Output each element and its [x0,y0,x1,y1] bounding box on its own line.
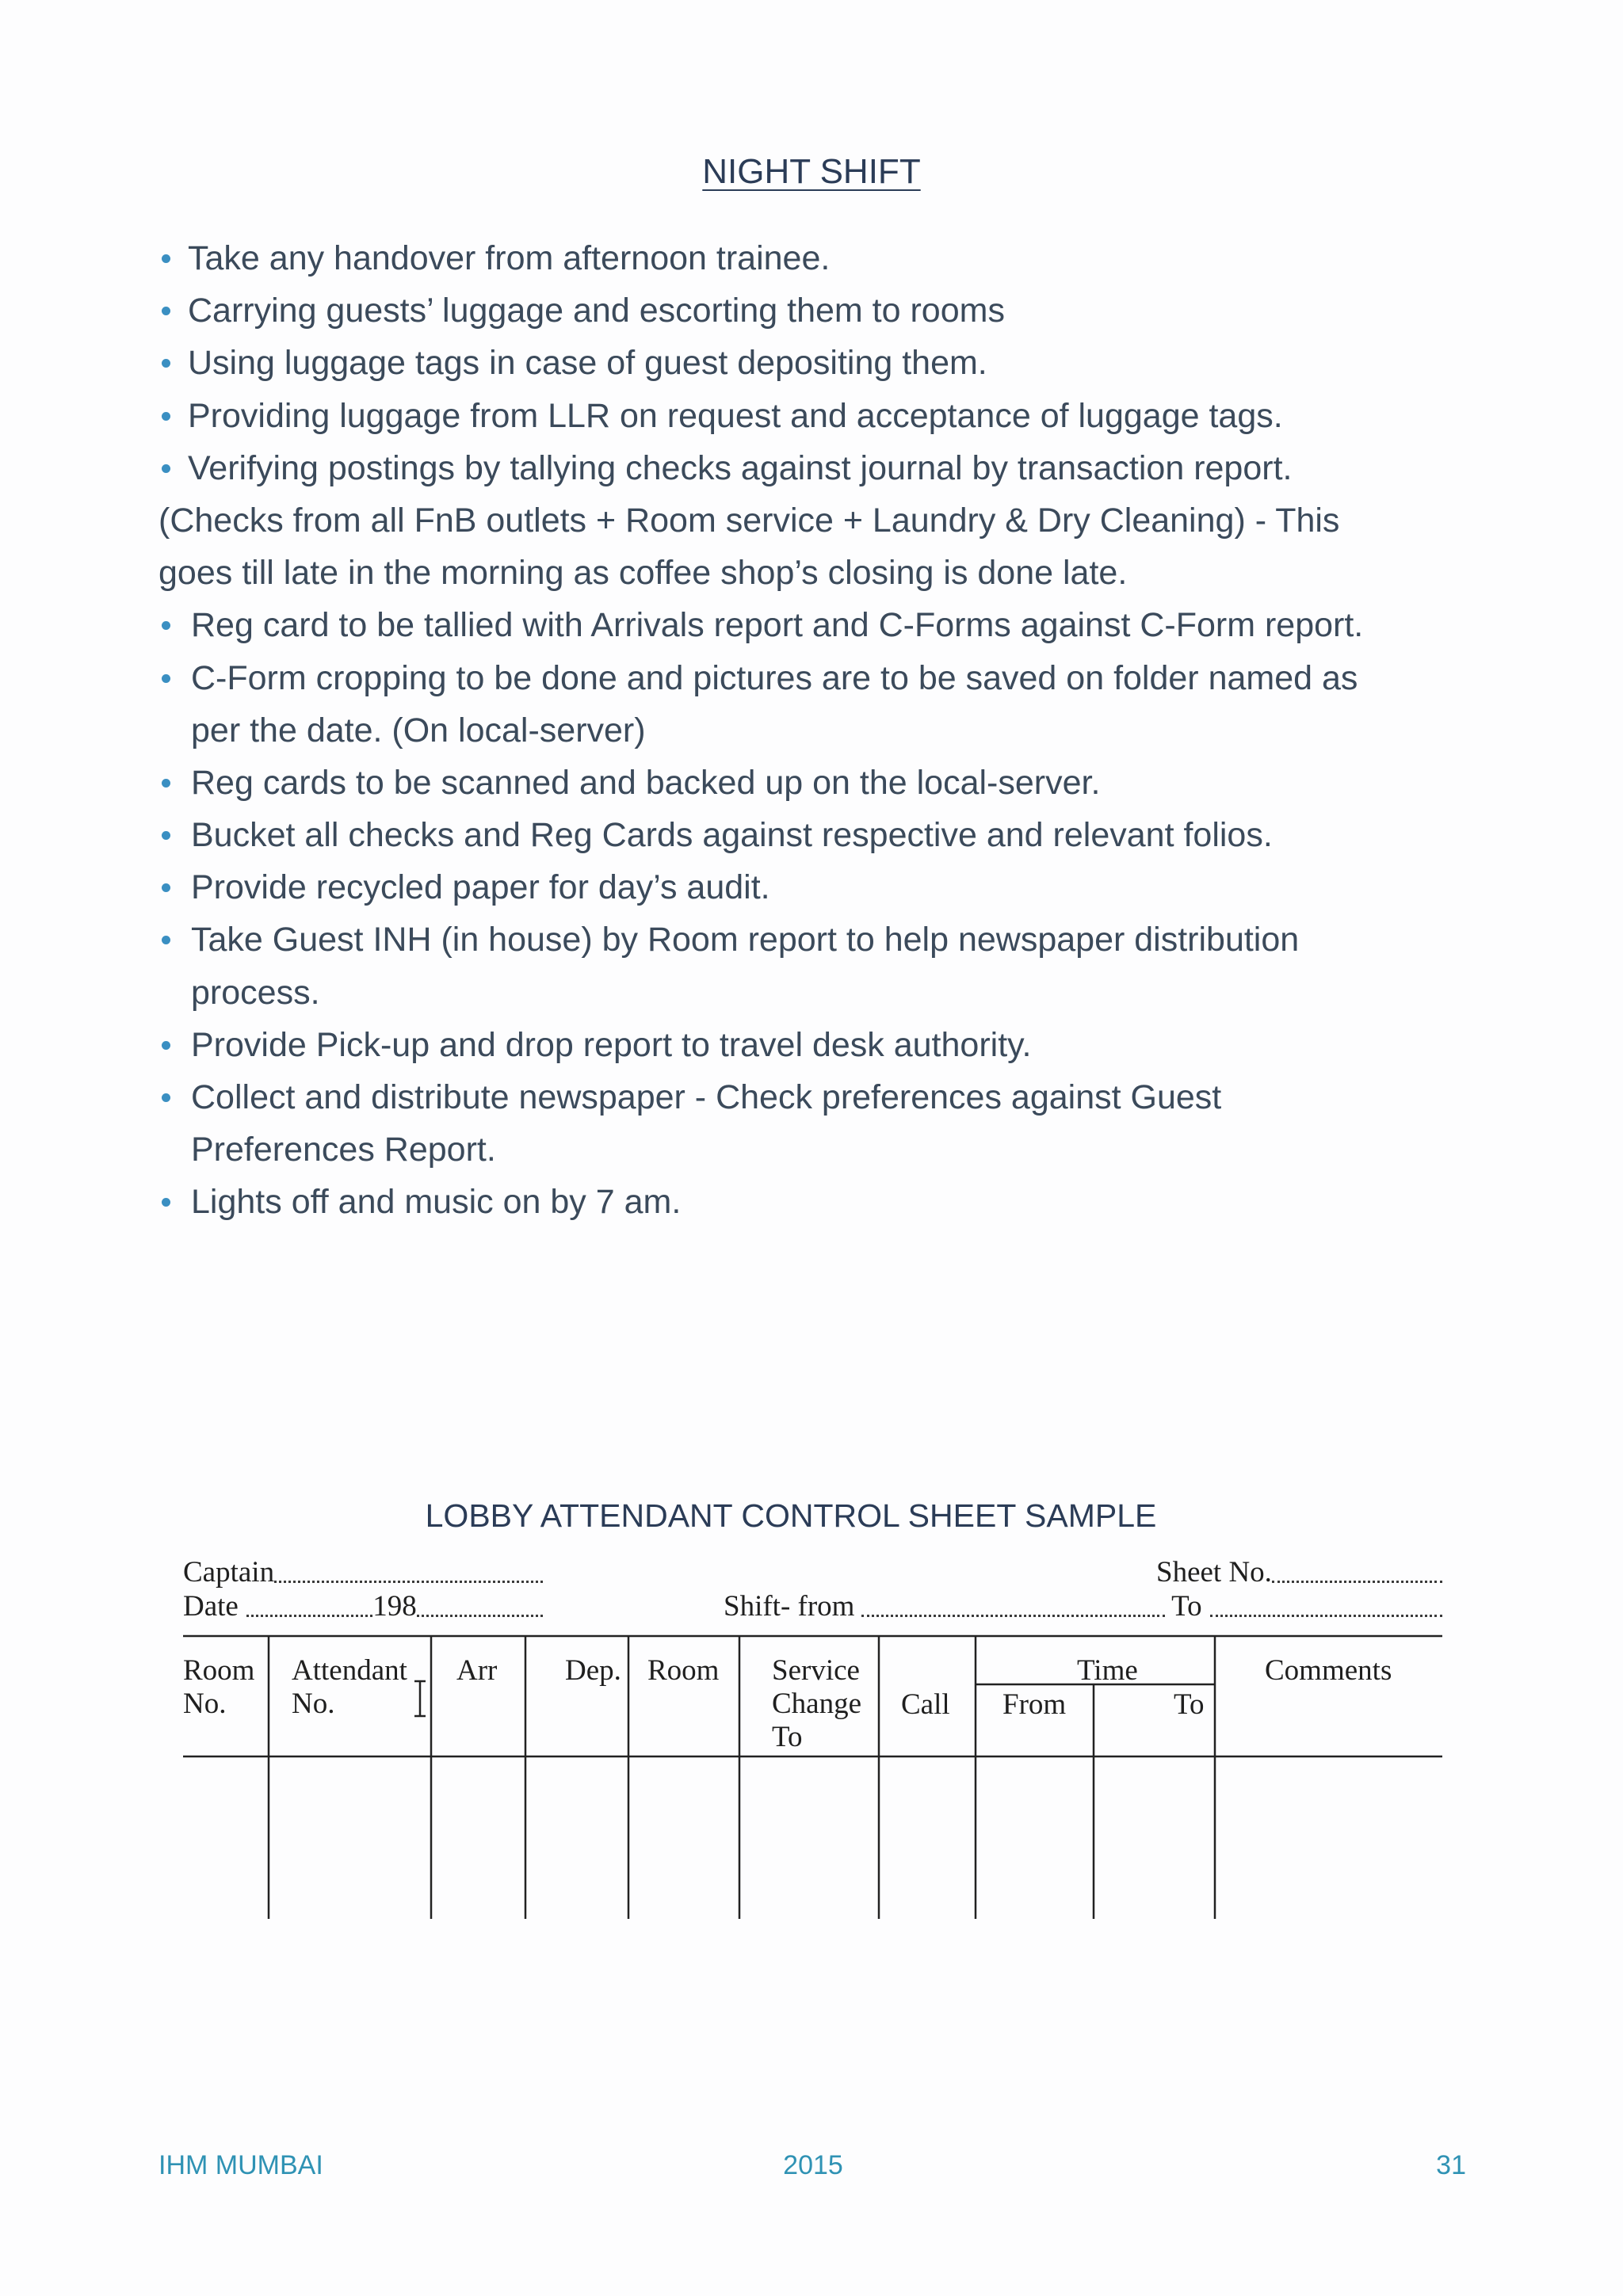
header-line: Call [901,1688,950,1721]
bullet-icon [162,674,170,683]
column-header-time-to [1174,1688,1205,1722]
column-header-call [901,1688,950,1722]
date-year: 198 [372,1590,417,1623]
sheet-no-label: Sheet No. [1156,1556,1272,1589]
bullet-icon [162,831,170,840]
header-line: Attendant [292,1654,407,1687]
list-item [0,1071,1623,1176]
column-header-arr [456,1654,497,1688]
header-line: Arr [456,1654,498,1687]
list-item-text: Collect and distribute newspaper - Check preferences against Guest [191,1078,1222,1116]
list-item [0,1019,1623,1071]
bullet-icon [162,779,170,788]
header-line: To [772,1721,803,1753]
bullet-icon [162,307,170,315]
bullet-icon [162,936,170,944]
header-line: No. [183,1688,227,1720]
note-paragraph [0,494,1623,599]
text-cursor-icon [414,1681,426,1716]
date-label: Date [183,1590,239,1623]
list-item-text: Bucket all checks and Reg Cards against respective and relevant folios. [191,816,1273,855]
header-line: Room [647,1654,720,1687]
list-item-text: Take Guest INH (in house) by Room report to help newspaper distribution [191,921,1300,959]
list-item-text: C-Form cropping to be done and pictures are to be saved on folder named as [191,658,1358,697]
bullet-icon [162,1041,170,1050]
list-item-text: Reg cards to be scanned and backed up on the local-server. [191,763,1101,802]
list-item [0,757,1623,809]
captain-leader [274,1581,543,1583]
header-line: Dep. [565,1654,621,1687]
column-header-room [647,1654,719,1688]
sheet-no-leader [1272,1581,1442,1583]
list-item-text: Providing luggage from LLR on request and acceptance of luggage tags. [188,396,1283,435]
bullet-icon [162,1093,170,1102]
list-item-text: Verifying postings by tallying checks against journal by transaction report. [188,448,1293,487]
bullet-icon [162,359,170,368]
list-item [0,913,1623,1018]
column-header-time [1077,1654,1138,1688]
captain-field [183,1556,543,1589]
footer-institute: IHM MUMBAI [158,2150,323,2180]
list-item-text: Using luggage tags in case of guest depositing them. [188,344,987,383]
list-item [0,337,1623,389]
bullet-icon [162,1198,170,1207]
list-item [0,599,1623,651]
captain-label: Captain [183,1556,275,1589]
list-item-text: Take any handover from afternoon trainee. [188,239,831,277]
header-line: Comments [1265,1654,1392,1687]
header-line: To [1174,1688,1205,1721]
bullet-icon [162,412,170,421]
list-item-text: Carrying guests’ luggage and escorting them to rooms [188,292,1005,330]
column-header-dep [565,1654,621,1688]
footer-year: 2015 [783,2150,843,2180]
page-title: NIGHT SHIFT [702,152,921,191]
list-item-text: Preferences Report. [191,1131,496,1169]
bullet-icon [162,621,170,630]
column-header-room-no [183,1654,254,1721]
column-header-time-from [1002,1688,1066,1722]
list-item [0,861,1623,913]
list-item [0,652,1623,757]
note-line: goes till late in the morning as coffee shop’s closing is done late. [158,554,1128,593]
column-header-comments [1265,1654,1392,1688]
shift-from-label: Shift- from [724,1590,855,1623]
list-item [0,232,1623,284]
column-header-attendant-no [292,1654,407,1721]
shift-to-label: To [1171,1590,1202,1623]
list-item-text: per the date. (On local-server) [191,711,646,749]
list-item [0,1176,1623,1228]
list-item [0,442,1623,494]
header-line: No. [292,1688,335,1720]
column-header-service-change-to [772,1654,861,1754]
list-item-text: Lights off and music on by 7 am. [191,1183,682,1222]
list-item [0,390,1623,442]
list-item [0,809,1623,861]
bullet-icon [162,254,170,263]
header-line: Service [772,1654,860,1687]
footer-page-number: 31 [1436,2150,1466,2180]
note-line: (Checks from all FnB outlets + Room service + Laundry & Dry Cleaning) - This [158,501,1340,540]
list-item-text: Reg card to be tallied with Arrivals report and C-Forms against C-Form report. [191,606,1364,645]
control-sheet-heading: LOBBY ATTENDANT CONTROL SHEET SAMPLE [425,1497,1157,1534]
header-line: Time [1077,1654,1138,1687]
list-item [0,284,1623,337]
list-item-text: Provide Pick-up and drop report to travel desk authority. [191,1025,1032,1064]
list-item-text: Provide recycled paper for day’s audit. [191,868,770,907]
header-line: From [1002,1688,1067,1721]
night-shift-duties [0,232,1623,1229]
header-line: Change [772,1688,862,1720]
sheet-no-field [1156,1556,1442,1589]
list-item-text: process. [191,973,320,1012]
bullet-icon [162,464,170,473]
bullet-icon [162,883,170,892]
header-line: Room [183,1654,255,1687]
